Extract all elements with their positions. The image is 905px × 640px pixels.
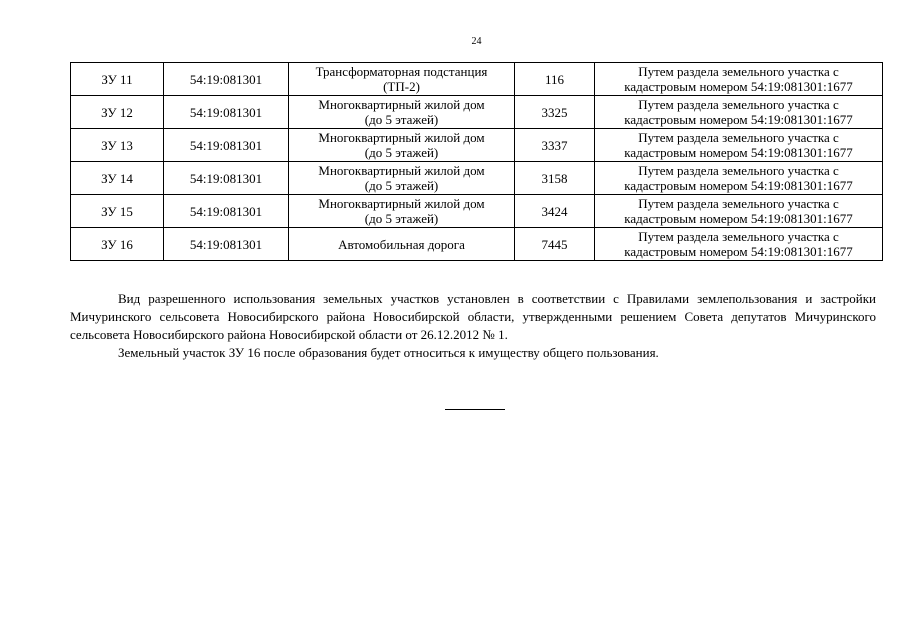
formation-method-line-1: Путем раздела земельного участка с [638,64,839,79]
table-row [71,228,883,261]
permitted-use-line-1: Многоквартирный жилой дом [318,196,485,211]
permitted-use-cell [289,63,515,96]
formation-method-line-1: Путем раздела земельного участка с [638,196,839,211]
permitted-use-line-2: (до 5 этажей) [364,145,439,160]
land-plots-table-body [71,63,883,261]
formation-method-line-2: кадастровым номером 54:19:081301:1677 [624,112,853,127]
permitted-use-line-2: (до 5 этажей) [364,178,439,193]
area-cell: 3325 [515,96,595,129]
permitted-use-cell [289,195,515,228]
cadastral-quarter-cell: 54:19:081301 [164,195,289,228]
formation-method-line-1: Путем раздела земельного участка с [638,163,839,178]
plot-id-cell: ЗУ 15 [71,195,164,228]
cadastral-quarter-cell: 54:19:081301 [164,162,289,195]
paragraph-permitted-use: Вид разрешенного использования земельных участков установлен в соответствии с Правилами землепользования и застройки Мичуринского сельсовета Новосибирского района Новосибирской области, утвержденными решением Совета депутатов Мичуринского сельсовета Новосибирского района Новосибирской области от 26.12.2012 № 1. [70,291,876,342]
area-cell: 7445 [515,228,595,261]
formation-method-cell [595,195,883,228]
plot-id-cell: ЗУ 11 [71,63,164,96]
cadastral-quarter-cell: 54:19:081301 [164,63,289,96]
permitted-use-cell [289,162,515,195]
plot-id-cell: ЗУ 12 [71,96,164,129]
permitted-use-line-2: (до 5 этажей) [364,211,439,226]
cadastral-quarter-cell: 54:19:081301 [164,129,289,162]
plot-id-cell: ЗУ 16 [71,228,164,261]
permitted-use-cell [289,228,515,261]
formation-method-line-2: кадастровым номером 54:19:081301:1677 [624,211,853,226]
permitted-use-line-1: Трансформаторная подстанция [315,64,488,79]
plot-id-cell: ЗУ 13 [71,129,164,162]
permitted-use-line-1: Автомобильная дорога [338,236,465,252]
table-row [71,162,883,195]
area-cell: 3424 [515,195,595,228]
permitted-use-cell [289,96,515,129]
table-row [71,129,883,162]
formation-method-cell [595,162,883,195]
permitted-use-line-1: Многоквартирный жилой дом [318,163,485,178]
formation-method-line-2: кадастровым номером 54:19:081301:1677 [624,244,853,259]
formation-method-line-2: кадастровым номером 54:19:081301:1677 [624,79,853,94]
plot-id-cell: ЗУ 14 [71,162,164,195]
paragraph-common-property: Земельный участок ЗУ 16 после образования будет относиться к имуществу общего пользования. [118,345,659,360]
formation-method-line-1: Путем раздела земельного участка с [638,97,839,112]
area-cell: 3337 [515,129,595,162]
permitted-use-line-2: (до 5 этажей) [364,112,439,127]
page-number: 24 [471,36,482,47]
formation-method-line-1: Путем раздела земельного участка с [638,130,839,145]
permitted-use-line-1: Многоквартирный жилой дом [318,97,485,112]
table-row [71,195,883,228]
formation-method-line-2: кадастровым номером 54:19:081301:1677 [624,178,853,193]
cadastral-quarter-cell: 54:19:081301 [164,96,289,129]
area-cell: 116 [515,63,595,96]
cadastral-quarter-cell: 54:19:081301 [164,228,289,261]
table-row [71,63,883,96]
table-row [71,96,883,129]
formation-method-line-1: Путем раздела земельного участка с [638,229,839,244]
area-cell: 3158 [515,162,595,195]
formation-method-line-2: кадастровым номером 54:19:081301:1677 [624,145,853,160]
land-plots-table [70,62,883,261]
formation-method-cell [595,228,883,261]
formation-method-cell [595,129,883,162]
body-text [70,290,876,362]
permitted-use-line-2: (ТП-2) [383,79,420,94]
formation-method-cell [595,96,883,129]
permitted-use-line-1: Многоквартирный жилой дом [318,130,485,145]
permitted-use-cell [289,129,515,162]
end-of-document-line [445,409,505,410]
formation-method-cell [595,63,883,96]
